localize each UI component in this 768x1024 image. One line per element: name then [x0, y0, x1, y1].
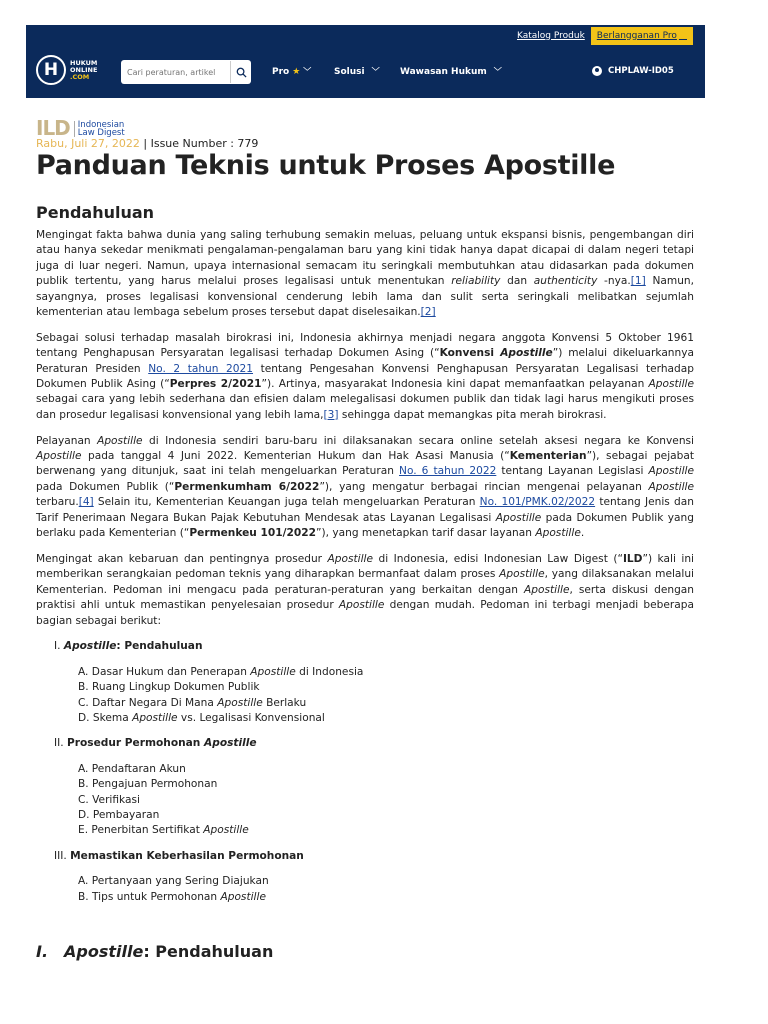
logo-wordmark: HUKUM ONLINE .COM — [70, 58, 98, 81]
outline-section-1: I. Apostille: Pendahuluan A. Dasar Hukum dan Penerapan Apostille di Indonesia B. Ruang Lingkup Dokumen Publik C. Daftar Negara Di Mana Apostille Berlaku D. Skema Apostille vs. Legalisasi Konvensional — [36, 639, 694, 726]
outline-item: B. Pengajuan Permohonan — [78, 778, 218, 791]
paragraph-3: Pelayanan Apostille di Indonesia sendiri baru-baru ini dilaksanakan secara online setelah aksesi negara ke Konvensi Apostille pada tanggal 4 Juni 2022. Kementerian Hukum dan Hak Asasi Manusia (“Kementerian”), sebagai pejabat berwenang yang ditunjuk, saat ini telah mengeluarkan Peraturan No. 6 tahun 2022 tentang Layanan Legislasi Apostille pada Dokumen Publik (“Permenkumham 6/2022”), yang mengatur berbagai rincian mengenai pelayanan Apostille terbaru.[4] Selain itu, Kementerian Keuangan juga telah mengeluarkan Peraturan No. 101/PMK.02/2022 tentang Jenis dan Tarif Penerimaan Negara Bukan Pajak Kebutuhan Mendesak atas Layanan Legalisasi Apostille pada Dokumen Publik yang berlaku pada Kementerian (“Permenkeu 101/2022”), yang menetapkan tarif dasar layanan Apostille. — [36, 434, 695, 540]
outline-item: E. Penerbitan Sertifikat Apostille — [78, 824, 249, 837]
link-pmk-101-2022[interactable]: No. 101/PMK.02/2022 — [479, 496, 596, 509]
link-perpres-2-2021[interactable]: No. 2 tahun 2021 — [148, 362, 254, 375]
ild-logo — [36, 116, 125, 140]
search-icon — [236, 67, 247, 78]
paragraph-2: Sebagai solusi terhadap masalah birokrasi ini, Indonesia akhirnya menjadi negara anggota Konvensi 5 Oktober 1961 tentang Penghapusan Persyaratan legalisasi terhadap Dokumen Asing (“Konvensi Apostille”) melalui dikeluarkannya Peraturan Presiden No. 2 tahun 2021 tentang Pengesahan Konvensi Penghapusan Persyaratan Legalisasi terhadap Dokumen Publik Asing (“Perpres 2/2021”). Artinya, masyarakat Indonesia kini dapat memanfaatkan pelayanan Apostille sebagai cara yang lebih sederhana dan efisien dalam melegalisasi dokumen publik dan tidak lagi harus mengikuti proses dan prosedur legalisasi konvensional yang lebih lama,[3] sehingga dapat memangkas pita merah birokrasi. — [36, 331, 695, 421]
footnote-link-1[interactable]: [1] — [630, 275, 646, 288]
user-icon — [592, 66, 602, 76]
outline-item: A. Dasar Hukum dan Penerapan Apostille di Indonesia — [78, 665, 364, 678]
paragraph-4: Mengingat akan kebaruan dan pentingnya prosedur Apostille di Indonesia, edisi Indonesian Law Digest (“ILD”) kali ini memberikan serangkaian pedoman teknis yang diharapkan bermanfaat dalam proses Apostille, yang dilaksanakan melalui Kementerian. Pedoman ini mengacu pada peraturan-peraturan yang berkaitan dengan Apostille, serta diskusi dengan praktisi ahli untuk memastikan penyelesaian prosedur Apostille dengan mudah. Pedoman ini terbagi menjadi beberapa bagian sebagai berikut: — [36, 552, 694, 627]
berlangganan-pro-button[interactable] — [591, 27, 693, 45]
ild-mark: ILD — [36, 116, 70, 140]
nav-pro-label: Pro — [272, 66, 290, 77]
chevron-down-icon: ﹀ — [303, 67, 312, 76]
outline-item: C. Verifikasi — [78, 793, 140, 806]
star-icon: ★ — [292, 66, 301, 77]
publish-date: Rabu, Juli 27, 2022 — [36, 137, 140, 150]
hukumonline-logo[interactable] — [36, 55, 97, 85]
article-meta — [36, 137, 258, 150]
search-input[interactable] — [121, 67, 230, 78]
footnote-link-3[interactable]: [3] — [323, 408, 339, 421]
outline-item: A. Pertanyaan yang Sering Diajukan — [78, 875, 269, 888]
user-name: CHPLAW-ID05 — [608, 66, 674, 76]
nav-wawasan-hukum[interactable] — [400, 66, 502, 77]
article-body — [36, 228, 694, 915]
page-title: Panduan Teknis untuk Proses Apostille — [36, 150, 616, 181]
outline-list — [36, 639, 694, 905]
outline-item: D. Skema Apostille vs. Legalisasi Konvensional — [78, 711, 325, 724]
search-button[interactable] — [230, 61, 251, 83]
link-permenkumham-6-2022[interactable]: No. 6 tahun 2022 — [399, 465, 497, 478]
site-header — [26, 25, 705, 98]
berlangganan-label: Berlangganan Pro — [596, 30, 677, 41]
top-bar — [517, 25, 693, 46]
section-heading-pendahuluan: Pendahuluan — [36, 203, 155, 222]
search-box — [121, 60, 251, 84]
section-heading-apostille-pendahuluan: I. Apostille: Pendahuluan — [36, 942, 274, 961]
nav-wawasan-label: Wawasan Hukum — [400, 66, 487, 77]
nav-pro[interactable] — [272, 66, 311, 77]
outline-section-3: III. Memastikan Keberhasilan Permohonan A. Pertanyaan yang Sering Diajukan B. Tips untuk Permohonan Apostille — [36, 849, 694, 905]
ild-wordmark: Indonesian Law Digest — [74, 121, 125, 137]
paragraph-1: Mengingat fakta bahwa dunia yang saling terhubung semakin meluas, peluang untuk ekspansi bisnis, pengembangan diri atau hanya sekedar menikmati pengalaman-pengalaman baru yang kini tidak hanya dapat dicapai di dalam negeri tetapi juga di luar negeri. Namun, upaya internasional semacam itu seringkali membutuhkan atau didasarkan pada dokumen publik tertentu, yang harus melalui proses legalisasi untuk menentukan reliability dan authenticity -nya.[1] Namun, sayangnya, proses legalisasi konvensional cenderung lebih lama dan sulit serta seringkali melibatkan sejumlah kementerian atau lembaga sebelum proses tersebut dapat diselesaikan.[2] — [36, 229, 694, 319]
nav-solusi-label: Solusi — [334, 66, 365, 77]
chevron-down-icon: ﹀ — [371, 67, 380, 76]
star-icon: ★ — [678, 30, 687, 41]
issue-number: | Issue Number : 779 — [139, 137, 259, 150]
outline-section-2: II. Prosedur Permohonan Apostille A. Pendaftaran Akun B. Pengajuan Permohonan C. Verifikasi D. Pembayaran E. Penerbitan Sertifikat Apostille — [36, 736, 694, 838]
katalog-produk-link[interactable]: Katalog Produk — [516, 30, 585, 41]
footnote-link-4[interactable]: [4] — [78, 496, 94, 509]
outline-item: D. Pembayaran — [78, 808, 160, 821]
outline-item: B. Tips untuk Permohonan Apostille — [78, 890, 266, 903]
nav-solusi[interactable] — [334, 66, 380, 77]
user-account-menu[interactable] — [592, 66, 674, 76]
outline-item: B. Ruang Lingkup Dokumen Publik — [78, 681, 260, 694]
outline-item: C. Daftar Negara Di Mana Apostille Berlaku — [78, 696, 307, 709]
outline-item: A. Pendaftaran Akun — [78, 762, 186, 775]
footnote-link-2[interactable]: [2] — [420, 306, 436, 319]
logo-mark: H — [36, 55, 66, 85]
chevron-down-icon: ﹀ — [493, 67, 502, 76]
